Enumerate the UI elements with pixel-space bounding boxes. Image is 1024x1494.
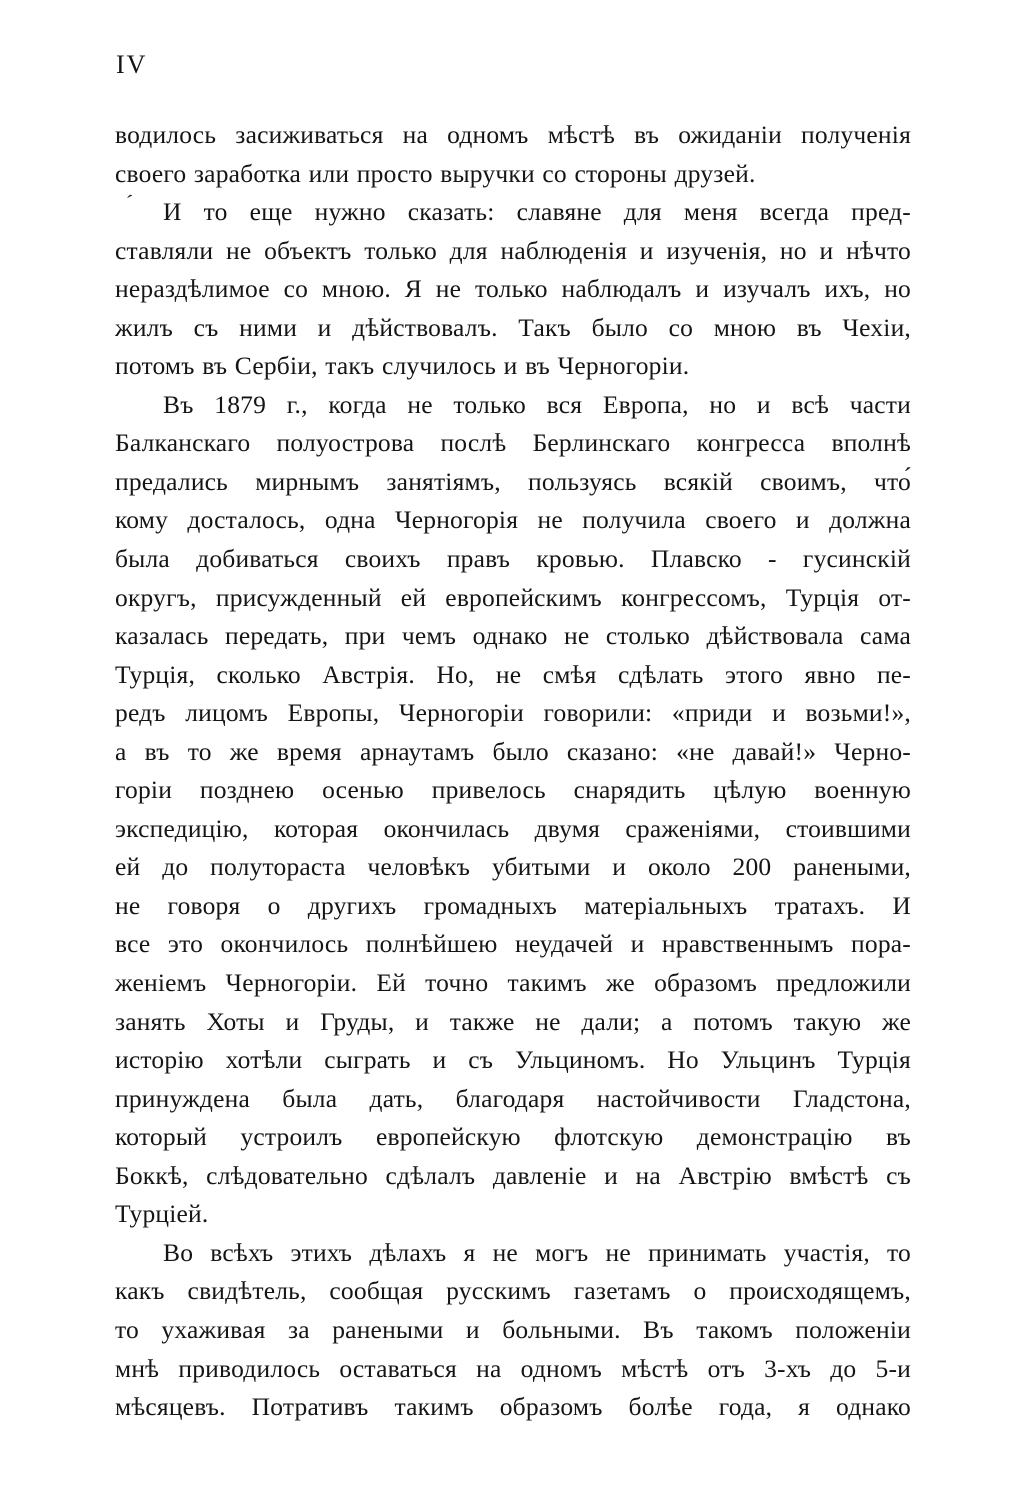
text-line: своего заработка или просто выручки со стороны друзей.: [115, 158, 756, 188]
text-block: [115, 116, 911, 1427]
text-line: который устроилъ европейскую флотскую демонстрацію въ: [115, 1122, 911, 1152]
text-line: жилъ съ ними и дѣйствовалъ. Такъ было со мною въ Чехіи,: [115, 312, 911, 342]
text-line: мнѣ приводилось оставаться на одномъ мѣстѣ отъ 3-хъ до 5-и: [115, 1353, 911, 1383]
text-line: не говоря о другихъ громадныхъ матеріальныхъ тратахъ. И: [115, 890, 911, 920]
text-line: Балканскаго полуострова послѣ Берлинскаго конгресса вполнѣ: [115, 428, 911, 458]
text-line: горіи позднею осенью привелось снарядить цѣлую военную: [115, 775, 911, 805]
text-line: кому досталось, одна Черногорія не получила своего и должна: [115, 505, 911, 535]
paragraph: [115, 116, 911, 193]
text-line: редъ лицомъ Европы, Черногоріи говорили: «приди и возьми!»,: [115, 698, 911, 728]
text-line: принуждена была дать, благодаря настойчивости Гладстона,: [115, 1083, 911, 1113]
paragraph: [115, 386, 911, 1234]
print-artifact-mark: ´: [123, 189, 135, 216]
text-line: все это окончилось полнѣйшею неудачей и нравственнымъ пора-: [115, 929, 911, 959]
text-line: Во всѣхъ этихъ дѣлахъ я не могъ не принимать участія, то: [163, 1237, 911, 1267]
text-line: И то еще нужно сказать: славяне для меня всегда пред-: [163, 197, 911, 227]
text-line: а въ то же время арнаутамъ было сказано: «не давай!» Черно-: [115, 736, 911, 766]
text-line: предались мирнымъ занятіямъ, пользуясь всякій своимъ, что́: [115, 466, 911, 496]
text-line: казалась передать, при чемъ однако не столько дѣйствовала сама: [115, 621, 911, 651]
text-line: Турціей.: [115, 1199, 209, 1229]
text-line: какъ свидѣтель, сообщая русскимъ газетамъ о происходящемъ,: [115, 1276, 911, 1306]
text-line: Въ 1879 г., когда не только вся Европа, но и всѣ части: [163, 389, 911, 419]
page-number: IV: [116, 50, 148, 79]
text-line: Боккѣ, слѣдовательно сдѣлалъ давленіе и на Австрію вмѣстѣ съ: [115, 1160, 911, 1190]
text-line: водилось засиживаться на одномъ мѣстѣ въ ожиданіи полученія: [115, 120, 911, 149]
text-line: то ухаживая за ранеными и больными. Въ такомъ положеніи: [115, 1314, 911, 1344]
text-line: женіемъ Черногоріи. Ей точно такимъ же образомъ предложили: [115, 968, 911, 998]
text-line: занять Хоты и Груды, и также не дали; а потомъ такую же: [115, 1006, 911, 1036]
text-line: ставляли не объектъ только для наблюденія и изученія, но и нѣчто: [115, 235, 911, 265]
text-line: нераздѣлимое со мною. Я не только наблюдалъ и изучалъ ихъ, но: [115, 274, 911, 304]
text-line: Турція, сколько Австрія. Но, не смѣя сдѣлать этого явно пе-: [115, 659, 911, 689]
paragraph: [115, 1234, 911, 1427]
text-line: мѣсяцевъ. Потративъ такимъ образомъ болѣе года, я однако: [115, 1392, 911, 1422]
text-line: экспедицію, которая окончилась двумя сраженіями, стоившими: [115, 813, 911, 843]
text-line: ей до полутораста человѣкъ убитыми и около 200 ранеными,: [115, 852, 911, 882]
text-line: была добиваться своихъ правъ кровью. Плавско - гусинскій: [115, 544, 911, 574]
text-line: округъ, присужденный ей европейскимъ конгрессомъ, Турція от-: [115, 582, 911, 612]
text-line: исторію хотѣли сыграть и съ Ульциномъ. Но Ульцинъ Турція: [115, 1045, 911, 1075]
paragraph: [115, 193, 911, 386]
text-line: потомъ въ Сербіи, такъ случилось и въ Черногоріи.: [115, 351, 690, 381]
